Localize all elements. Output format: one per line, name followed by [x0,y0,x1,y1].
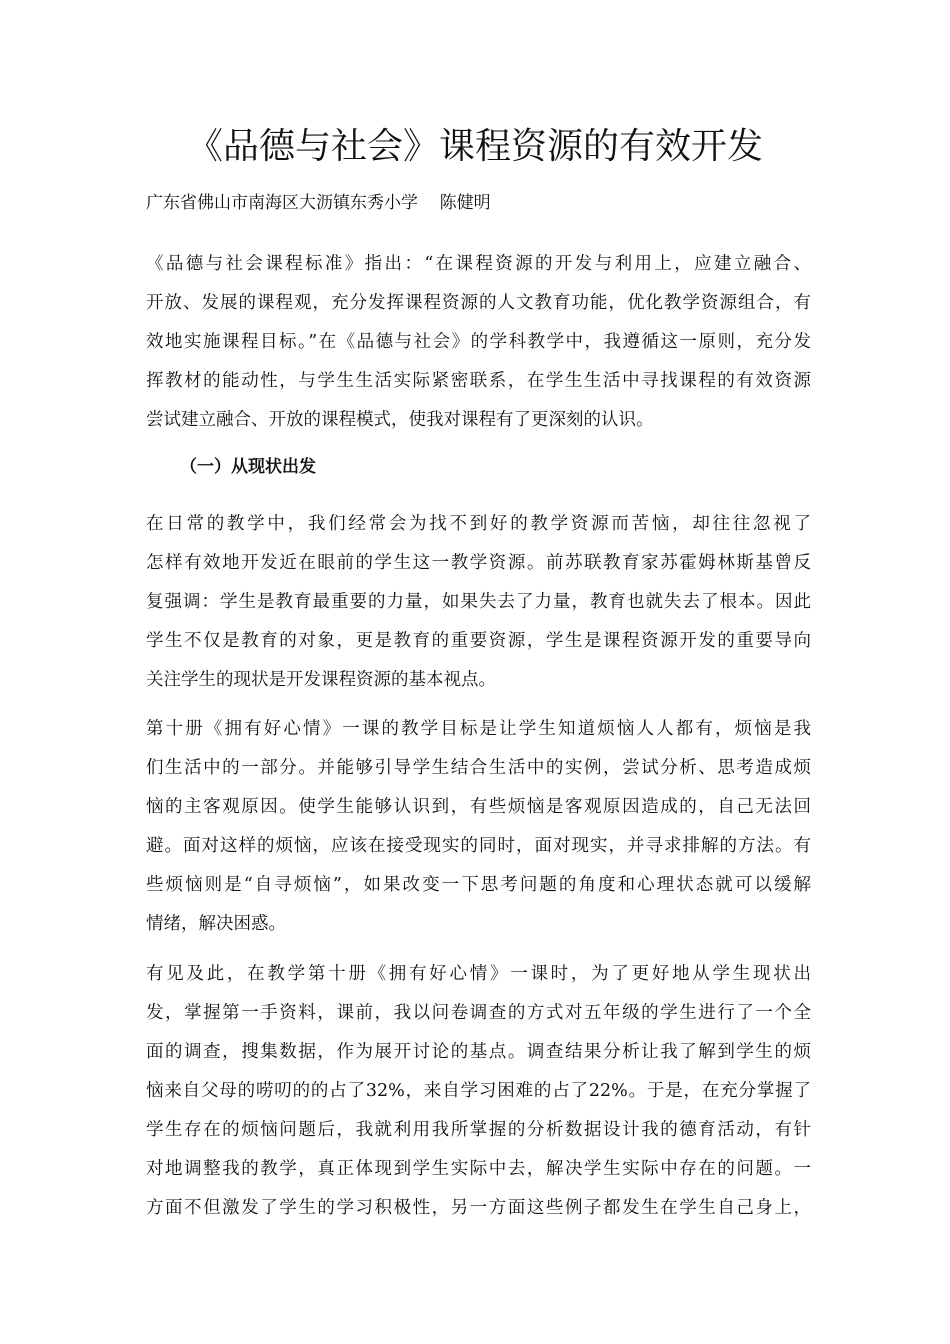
section-heading: （一）从现状出发 [180,457,316,477]
paragraph-line: 对地调整我的教学，真正体现到学生实际中去，解决学生实际中存在的问题。一 [146,1159,811,1179]
body-paragraph-2 [146,710,811,944]
paragraph-line: 恼来自父母的唠叨的的占了32%，来自学习困难的占了22%。于是，在充分掌握了 [146,1081,811,1101]
paragraph-line: 关注学生的现状是开发课程资源的基本视点。 [146,670,496,690]
paragraph-line: 面的调查，搜集数据，作为展开讨论的基点。调查结果分析让我了解到学生的烦 [146,1042,811,1062]
intro-paragraph [146,245,811,440]
paragraph-line: 们生活中的一部分。并能够引导学生结合生活中的实例，尝试分析、思考造成烦 [146,758,811,778]
body-paragraph-1 [146,505,811,700]
intro-line: 尝试建立融合、开放的课程模式，使我对课程有了更深刻的认识。 [146,410,654,430]
intro-line: 开放、发展的课程观，充分发挥课程资源的人文教育功能，优化教学资源组合，有 [146,293,811,313]
paragraph-line: 发，掌握第一手资料，课前，我以问卷调查的方式对五年级的学生进行了一个全 [146,1003,811,1023]
paragraph-line: 在日常的教学中，我们经常会为找不到好的教学资源而苦恼，却往往忽视了 [146,514,811,534]
paragraph-line: 复强调：学生是教育最重要的力量，如果失去了力量，教育也就失去了根本。因此 [146,592,811,612]
paragraph-line: 第十册《拥有好心情》一课的教学目标是让学生知道烦恼人人都有，烦恼是我 [146,719,811,739]
body-paragraph-3 [146,955,811,1228]
intro-line: 挥教材的能动性，与学生生活实际紧密联系，在学生生活中寻找课程的有效资源 [146,371,811,391]
paragraph-line: 有见及此，在教学第十册《拥有好心情》一课时，为了更好地从学生现状出 [146,964,811,984]
intro-line: 效地实施课程目标。”在《品德与社会》的学科教学中，我遵循这一原则，充分发 [146,332,811,352]
paragraph-line: 怎样有效地开发近在眼前的学生这一教学资源。前苏联教育家苏霍姆林斯基曾反 [146,553,811,573]
paragraph-line: 情绪，解决困惑。 [146,914,286,934]
paragraph-line: 学生不仅是教育的对象，更是教育的重要资源，学生是课程资源开发的重要导向 [146,631,811,651]
page-title: 《品德与社会》课程资源的有效开发 [186,126,763,167]
paragraph-line: 恼的主客观原因。使学生能够认识到，有些烦恼是客观原因造成的，自己无法回 [146,797,811,817]
paragraph-line: 些烦恼则是“自寻烦恼”，如果改变一下思考问题的角度和心理状态就可以缓解 [146,875,811,895]
paragraph-line: 避。面对这样的烦恼，应该在接受现实的同时，面对现实，并寻求排解的方法。有 [146,836,811,856]
paragraph-line: 方面不但激发了学生的学习积极性，另一方面这些例子都发生在学生自己身上， [146,1198,811,1218]
author-byline: 广东省佛山市南海区大沥镇东秀小学 陈健明 [146,193,491,213]
intro-line: 《品德与社会课程标准》指出：“在课程资源的开发与利用上，应建立融合、 [146,254,811,274]
paragraph-line: 学生存在的烦恼问题后，我就利用我所掌握的分析数据设计我的德育活动，有针 [146,1120,811,1140]
